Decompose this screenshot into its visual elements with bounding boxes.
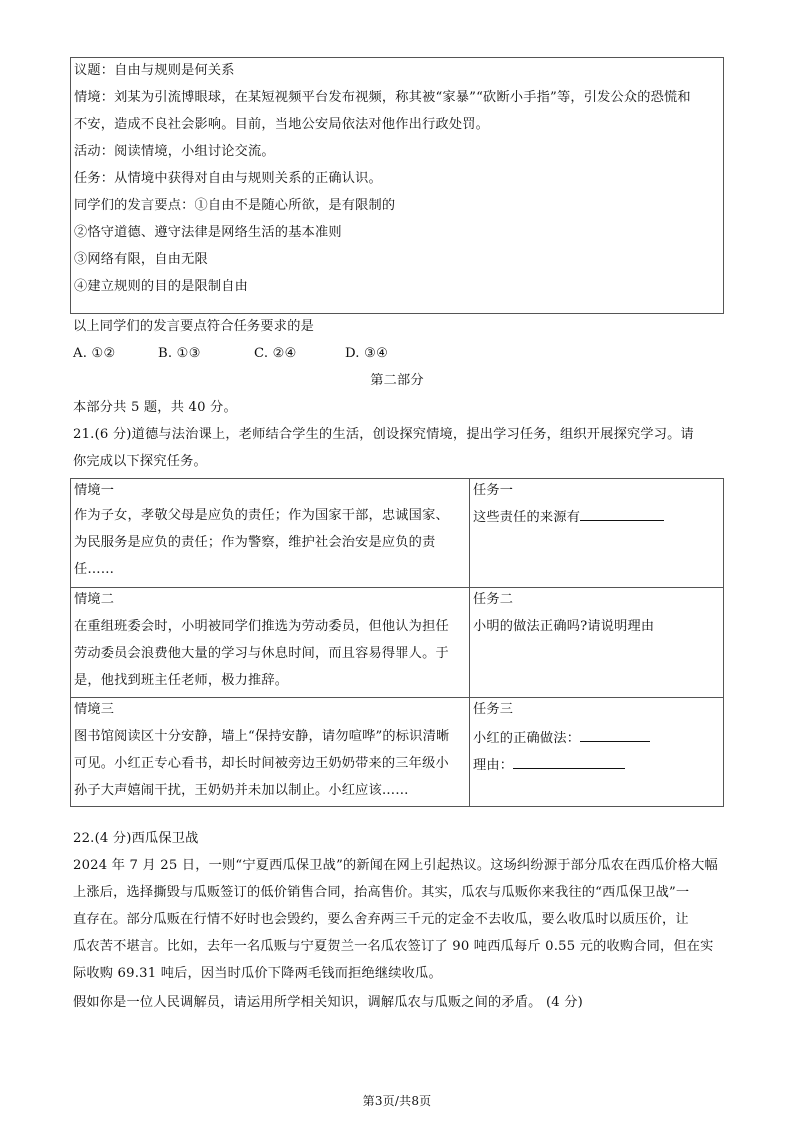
scene-cell-2 <box>71 588 469 697</box>
question-stem: 以上同学们的发言要点符合任务要求的是 <box>73 319 314 334</box>
scenario-line-2: 不安，造成不良社会影响。目前，当地公安局依法对他作出行政处罚。 <box>74 117 490 132</box>
q22-prompt: 假如你是一位人民调解员，请运用所学相关知识，调解瓜农与瓜贩之间的矛盾。 (4 分) <box>73 995 584 1010</box>
scene-cell-1 <box>71 479 469 587</box>
scene-1-line-1: 作为子女，孝敬父母是应负的责任；作为国家干部，忠诚国家、 <box>74 508 449 523</box>
task-line: 任务：从情境中获得对自由与规则关系的正确认识。 <box>74 171 382 186</box>
scene-title-3: 情境三 <box>74 702 115 717</box>
scene-3-line-1: 图书馆阅读区十分安静，墙上“保持安静，请勿喧哗”的标识清晰 <box>74 729 450 744</box>
q22-line-3: 直存在。部分瓜贩在行情不好时也会毁约，要么舍弃两三千元的定金不去收瓜，要么收瓜时以质压价，让 <box>73 912 689 927</box>
task-3-line-1 <box>473 728 650 748</box>
q21-line-2: 你完成以下探究任务。 <box>73 454 207 469</box>
scene-1-line-2: 为民服务是应负的责任；作为警察，维护社会治安是应负的责 <box>74 535 436 550</box>
task-3-method-label: 小红的正确做法： <box>473 731 581 746</box>
option-d: D. ③④ <box>345 346 389 361</box>
task-1-line-1 <box>473 507 664 527</box>
activity-line: 活动：阅读情境，小组讨论交流。 <box>74 144 275 159</box>
task-title-2: 任务二 <box>473 592 514 607</box>
task-3-line-2 <box>473 755 625 775</box>
part-note: 本部分共 5 题，共 40 分。 <box>73 400 237 415</box>
task-title-3: 任务三 <box>473 702 514 717</box>
option-c: C. ②④ <box>254 346 297 361</box>
scene-title-1: 情境一 <box>74 483 115 498</box>
task-cell-2 <box>470 588 723 697</box>
page-footer: 第3页/共8页 <box>362 1094 432 1108</box>
task-3-reason-label: 理由： <box>473 758 514 773</box>
scene-1-line-3: 任…… <box>74 562 115 577</box>
scene-title-2: 情境二 <box>74 592 115 607</box>
q22-line-5: 际收购 69.31 吨后，因当时瓜价下降两毛钱而拒绝继续收瓜。 <box>73 966 442 981</box>
q21-line-1: 21.(6 分)道德与法治课上，老师结合学生的生活，创设探究情境，提出学习任务，组织开展探究学习。请 <box>73 427 694 442</box>
point-3-line: ③网络有限，自由无限 <box>74 252 208 267</box>
option-b: B. ①③ <box>158 346 201 361</box>
q22-line-1: 2024 年 7 月 25 日，一则“宁夏西瓜保卫战”的新闻在网上引起热议。这场纠纷源于部分瓜农在西瓜价格大幅 <box>73 858 718 873</box>
answer-blank[interactable] <box>513 755 625 769</box>
task-cell-1 <box>470 479 723 587</box>
point-2-line: ②恪守道德、遵守法律是网络生活的基本准则 <box>74 225 342 240</box>
topic-box <box>70 57 724 314</box>
answer-blank[interactable] <box>580 728 650 742</box>
scene-3-line-3: 孙子大声嬉闹干扰，王奶奶并未加以制止。小红应该…… <box>74 783 409 798</box>
task-title-1: 任务一 <box>473 483 514 498</box>
q22-title: 22.(4 分)西瓜保卫战 <box>73 831 199 846</box>
q22-line-2: 上涨后，选择撕毁与瓜贩签订的低价销售合同，抬高售价。其实，瓜农与瓜贩你来我往的“西瓜保卫战”一 <box>73 885 690 900</box>
scene-2-line-3: 是，他找到班主任老师，极力推辞。 <box>74 673 289 688</box>
scene-cell-3 <box>71 698 469 806</box>
topic-line: 议题：自由与规则是何关系 <box>74 63 235 78</box>
scenario-line-1: 情境：刘某为引流博眼球，在某短视频平台发布视频，称其被“家暴”“砍断小手指”等，引发公众的恐慌和 <box>74 90 691 105</box>
scene-3-line-2: 可见。小红正专心看书，却长时间被旁边王奶奶带来的三年级小 <box>74 756 449 771</box>
answer-blank[interactable] <box>580 507 664 521</box>
task-2-line-1: 小明的做法正确吗?请说明理由 <box>473 619 655 634</box>
part-title: 第二部分 <box>370 373 424 388</box>
option-a: A. ①② <box>73 346 116 361</box>
q22-line-4: 瓜农苦不堪言。比如，去年一名瓜贩与宁夏贺兰一名瓜农签订了 90 吨西瓜每斤 0.55 元的收购合同，但在实 <box>73 939 714 954</box>
point-4-line: ④建立规则的目的是限制自由 <box>74 279 249 294</box>
inquiry-table <box>70 478 724 807</box>
points-intro-line: 同学们的发言要点：①自由不是随心所欲，是有限制的 <box>74 198 396 213</box>
scene-2-line-2: 劳动委员会浪费他大量的学习与休息时间，而且容易得罪人。于 <box>74 646 449 661</box>
task-1-prompt: 这些责任的来源有 <box>473 510 581 525</box>
scene-2-line-1: 在重组班委会时，小明被同学们推选为劳动委员，但他认为担任 <box>74 619 449 634</box>
task-cell-3 <box>470 698 723 806</box>
